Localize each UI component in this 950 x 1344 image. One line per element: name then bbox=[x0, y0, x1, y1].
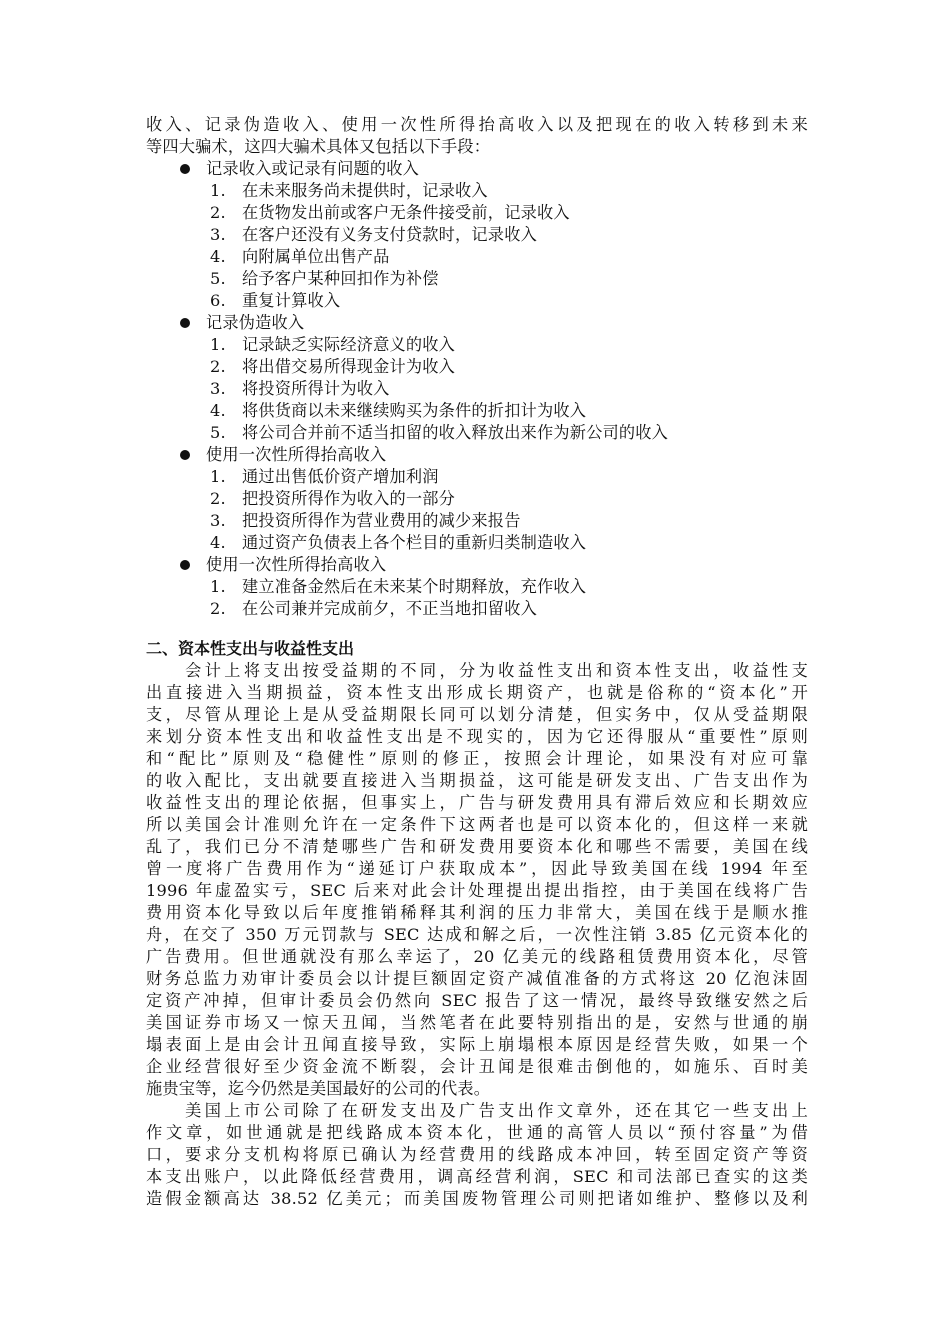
list-item bbox=[146, 488, 808, 510]
list-item bbox=[146, 466, 808, 488]
bullet-heading bbox=[146, 312, 808, 334]
list-text: 给予客户某种回扣作为补偿 bbox=[242, 269, 439, 288]
intro-line: 等四大骗术，这四大骗术具体又包括以下手段： bbox=[146, 137, 491, 156]
list-number: 2. bbox=[210, 357, 226, 376]
list-text: 通过出售低价资产增加利润 bbox=[242, 467, 439, 486]
paragraph-line: 收益性支出的理论依据，但事实上，广告与研发费用具有滞后效应和长期效应 bbox=[146, 793, 808, 812]
list-number: 6. bbox=[210, 291, 226, 310]
paragraph-line: 舟，在交了 350 万元罚款与 SEC 达成和解之后，一次性注销 3.85 亿元资本化的 bbox=[146, 925, 808, 944]
list-item bbox=[146, 510, 808, 532]
list-item bbox=[146, 422, 808, 444]
list-item bbox=[146, 180, 808, 202]
section-heading: 二、资本性支出与收益性支出 bbox=[146, 639, 355, 658]
bullet-heading-text: 记录伪造收入 bbox=[206, 313, 305, 332]
list-text: 把投资所得作为营业费用的减少来报告 bbox=[242, 511, 521, 530]
list-text: 建立准备金然后在未来某个时期释放，充作收入 bbox=[242, 577, 587, 596]
paragraph-line: 口，要求分支机构将原已确认为经营费用的线路成本冲回，转至固定资产等资 bbox=[146, 1145, 808, 1164]
list-number: 1. bbox=[210, 335, 226, 354]
list-number: 1. bbox=[210, 181, 226, 200]
list-number: 2. bbox=[210, 203, 226, 222]
paragraph-line: 定资产冲掉，但审计委员会仍然向 SEC 报告了这一情况，最终导致继安然之后 bbox=[146, 991, 808, 1010]
paragraph-line: 美国证券市场又一惊天丑闻，当然笔者在此要特别指出的是，安然与世通的崩 bbox=[146, 1013, 808, 1032]
bullet-heading bbox=[146, 554, 808, 576]
list-item bbox=[146, 202, 808, 224]
list-number: 2. bbox=[210, 599, 226, 618]
paragraph-line: 所以美国会计准则允许在一定条件下这两者也是可以资本化的，但这样一来就 bbox=[146, 815, 808, 834]
bullet-icon bbox=[180, 318, 190, 328]
list-item bbox=[146, 224, 808, 246]
list-item bbox=[146, 576, 808, 598]
paragraph-line: 企业经营很好至少资金流不断裂，会计丑闻是很难击倒他的，如施乐、百时美 bbox=[146, 1057, 808, 1076]
list-text: 在公司兼并完成前夕，不正当地扣留收入 bbox=[242, 599, 537, 618]
bullet-icon bbox=[180, 450, 190, 460]
list-text: 将投资所得计为收入 bbox=[242, 379, 390, 398]
paragraph-line: 财务总监力劝审计委员会以计提巨额固定资产减值准备的方式将这 20 亿泡沫固 bbox=[146, 969, 808, 988]
list-number: 5. bbox=[210, 269, 226, 288]
bullet-heading-text: 使用一次性所得抬高收入 bbox=[206, 445, 387, 464]
list-item bbox=[146, 598, 808, 620]
paragraph-line: 乱了，我们已分不清楚哪些广告和研发费用要资本化和哪些不需要，美国在线 bbox=[146, 837, 808, 856]
bullet-heading-text: 记录收入或记录有问题的收入 bbox=[206, 159, 420, 178]
bullet-icon bbox=[180, 560, 190, 570]
paragraph-line: 和“配比”原则及“稳健性”原则的修正，按照会计理论，如果没有对应可靠 bbox=[146, 749, 808, 768]
paragraph-line: 本支出账户，以此降低经营费用，调高经营利润，SEC 和司法部已查实的这类 bbox=[146, 1167, 808, 1186]
list-text: 重复计算收入 bbox=[242, 291, 341, 310]
list-number: 4. bbox=[210, 247, 226, 266]
document-body bbox=[146, 114, 808, 1210]
bullet-heading bbox=[146, 444, 808, 466]
list-item bbox=[146, 400, 808, 422]
list-text: 向附属单位出售产品 bbox=[242, 247, 390, 266]
paragraph-line: 会计上将支出按受益期的不同，分为收益性支出和资本性支出，收益性支 bbox=[146, 661, 808, 680]
paragraph-line: 曾一度将广告费用作为“递延订户获取成本”，因此导致美国在线 1994 年至 bbox=[146, 859, 808, 878]
paragraph-line: 1996 年虚盈实亏，SEC 后来对此会计处理提出提出指控，由于美国在线将广告 bbox=[146, 881, 808, 900]
list-item bbox=[146, 290, 808, 312]
paragraph-line: 来划分资本性支出和收益性支出是不现实的，因为它还得服从“重要性”原则 bbox=[146, 727, 808, 746]
list-text: 将出借交易所得现金计为收入 bbox=[242, 357, 456, 376]
list-number: 2. bbox=[210, 489, 226, 508]
list-text: 将供货商以未来继续购买为条件的折扣计为收入 bbox=[242, 401, 587, 420]
list-item bbox=[146, 334, 808, 356]
list-text: 记录缺乏实际经济意义的收入 bbox=[242, 335, 456, 354]
list-item bbox=[146, 378, 808, 400]
intro-line: 收入、记录伪造收入、使用一次性所得抬高收入以及把现在的收入转移到未来 bbox=[146, 115, 808, 134]
list-number: 3. bbox=[210, 379, 226, 398]
bullet-icon bbox=[180, 164, 190, 174]
list-item bbox=[146, 246, 808, 268]
list-text: 把投资所得作为收入的一部分 bbox=[242, 489, 456, 508]
paragraph-line: 广告费用。但世通就没有那么幸运了，20 亿美元的线路租赁费用资本化，尽管 bbox=[146, 947, 808, 966]
paragraph-line: 支，尽管从理论上是从受益期限长同可以划分清楚，但实务中，仅从受益期限 bbox=[146, 705, 808, 724]
paragraph bbox=[146, 1100, 808, 1210]
list-number: 1. bbox=[210, 577, 226, 596]
paragraph-line: 作文章，如世通就是把线路成本资本化，世通的高管人员以“预付容量”为借 bbox=[146, 1123, 808, 1142]
list-text: 在未来服务尚未提供时，记录收入 bbox=[242, 181, 488, 200]
list-number: 4. bbox=[210, 533, 226, 552]
list-text: 将公司合并前不适当扣留的收入释放出来作为新公司的收入 bbox=[242, 423, 669, 442]
paragraph-line: 塌表面上是由会计丑闻直接导致，实际上崩塌根本原因是经营失败，如果一个 bbox=[146, 1035, 808, 1054]
list-number: 1. bbox=[210, 467, 226, 486]
list-number: 3. bbox=[210, 511, 226, 530]
list-number: 4. bbox=[210, 401, 226, 420]
list-item bbox=[146, 268, 808, 290]
list-number: 3. bbox=[210, 225, 226, 244]
list-text: 通过资产负债表上各个栏目的重新归类制造收入 bbox=[242, 533, 587, 552]
paragraph-line: 出直接进入当期损益，资本性支出形成长期资产，也就是俗称的“资本化”开 bbox=[146, 683, 808, 702]
list-item bbox=[146, 356, 808, 378]
list-number: 5. bbox=[210, 423, 226, 442]
paragraph-line: 的收入配比，支出就要直接进入当期损益，这可能是研发支出、广告支出作为 bbox=[146, 771, 808, 790]
paragraph-line: 造假金额高达 38.52 亿美元；而美国废物管理公司则把诸如维护、整修以及利 bbox=[146, 1189, 808, 1208]
list-text: 在客户还没有义务支付贷款时，记录收入 bbox=[242, 225, 537, 244]
paragraph-line: 施贵宝等，迄今仍然是美国最好的公司的代表。 bbox=[146, 1079, 491, 1098]
bullet-heading-text: 使用一次性所得抬高收入 bbox=[206, 555, 387, 574]
paragraph bbox=[146, 660, 808, 1100]
paragraph-line: 费用资本化导致以后年度推销稀释其利润的压力非常大，美国在线于是顺水推 bbox=[146, 903, 808, 922]
bullet-heading bbox=[146, 158, 808, 180]
list-item bbox=[146, 532, 808, 554]
list-text: 在货物发出前或客户无条件接受前，记录收入 bbox=[242, 203, 570, 222]
paragraph-line: 美国上市公司除了在研发支出及广告支出作文章外，还在其它一些支出上 bbox=[146, 1101, 808, 1120]
